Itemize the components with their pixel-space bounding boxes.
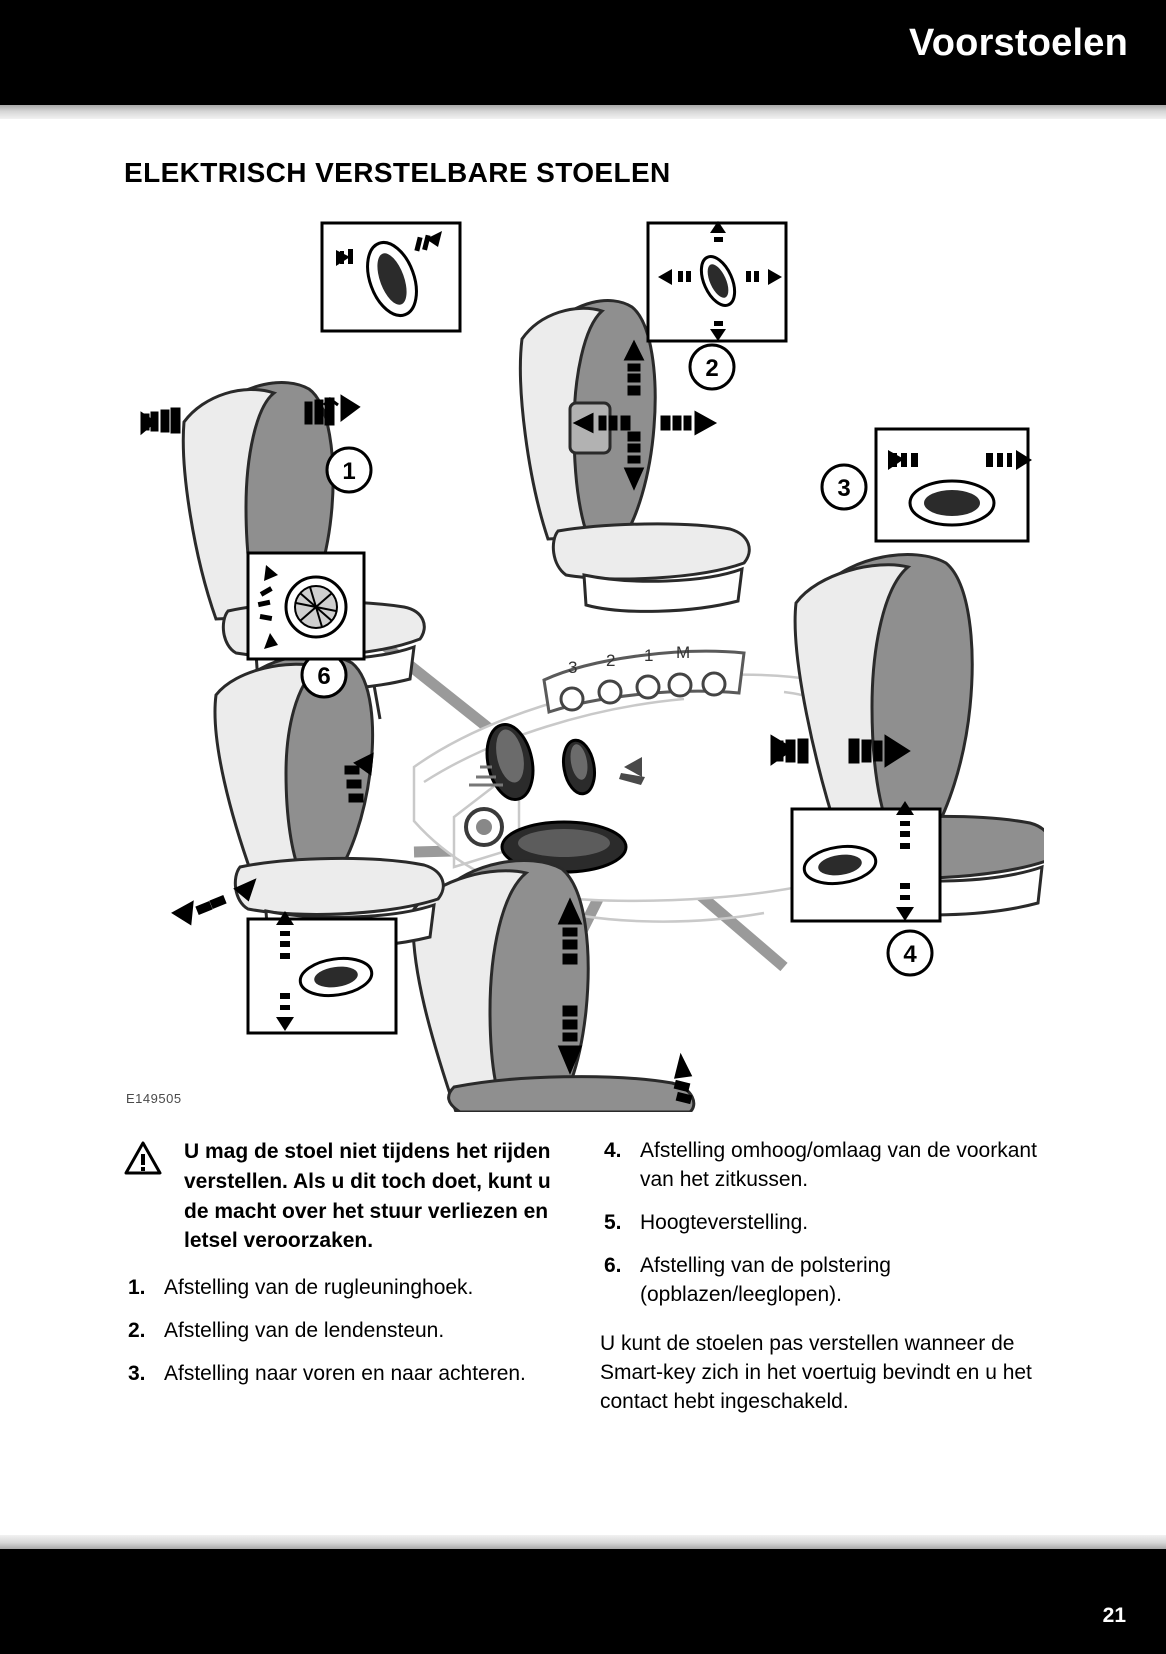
seat-adjustment-diagram [124,207,1044,1112]
callout-4 [888,931,932,975]
text-column-right [600,1137,1050,1417]
warning-triangle-icon [124,1141,162,1180]
switch-detail-box-1 [322,223,460,331]
list-item [124,1317,574,1346]
warning-text: U mag de stoel niet tijdens het rijden verstellen. Als u dit toch doet, kunt u de macht over het stuur verliezen en letsel veroorzaken. [184,1140,551,1253]
switch-detail-box-4 [792,801,940,921]
list-item-text: Afstelling van de lendensteun. [164,1319,445,1343]
page-header [0,0,1166,105]
list-item-number: 4. [604,1139,622,1162]
adjustment-list-left [124,1274,574,1389]
figure-code: E149505 [126,1091,182,1106]
page-content [0,119,1166,1535]
warning-block [124,1137,574,1256]
seat-illustration-5 [174,655,443,948]
page-footer [0,1549,1166,1654]
list-item-number: 5. [604,1210,622,1234]
svg-text:2: 2 [705,355,719,382]
page-title: Voorstoelen [909,22,1128,64]
svg-text:3: 3 [568,658,578,677]
switch-detail-box-2 [648,221,786,341]
footer-divider [0,1535,1166,1549]
page-number: 21 [1102,1604,1126,1627]
text-column-left [124,1137,574,1403]
callout-2 [690,345,734,389]
callout-1 [327,448,371,492]
list-item [600,1252,1050,1310]
switch-detail-box-3 [876,429,1032,541]
list-item [124,1360,574,1389]
switch-detail-box-6 [248,553,364,659]
list-item-text: Afstelling naar voren en naar achteren. [164,1362,526,1386]
list-item [600,1137,1050,1195]
switch-detail-box-5 [248,911,396,1033]
callout-3 [822,465,866,509]
svg-text:M: M [676,643,691,662]
list-item-number: 1. [128,1276,146,1300]
list-item-text: Afstelling omhoog/omlaag van de voorkant van het zitkussen. [640,1139,1037,1191]
list-item-text: Afstelling van de polstering (opblazen/leeglopen). [640,1253,891,1306]
list-item-text: Hoogteverstelling. [640,1210,809,1234]
svg-text:6: 6 [317,663,331,690]
svg-text:3: 3 [837,475,851,502]
list-item-text: Afstelling van de rugleuninghoek. [164,1276,474,1300]
list-item [124,1274,574,1303]
list-item-number: 3. [128,1362,146,1386]
svg-text:1: 1 [644,646,654,665]
adjustment-list-right [600,1137,1050,1310]
svg-text:1: 1 [342,458,356,485]
list-item-number: 2. [128,1319,146,1343]
closing-paragraph: U kunt de stoelen pas verstellen wanneer de Smart-key zich in het voertuig bevindt en u het contact hebt ingeschakeld. [600,1331,1032,1413]
section-heading: ELEKTRISCH VERSTELBARE STOELEN [124,157,671,188]
svg-text:4: 4 [903,941,917,968]
list-item [600,1209,1050,1238]
list-item-number: 6. [604,1253,622,1277]
header-divider [0,105,1166,119]
svg-text:2: 2 [606,651,616,670]
